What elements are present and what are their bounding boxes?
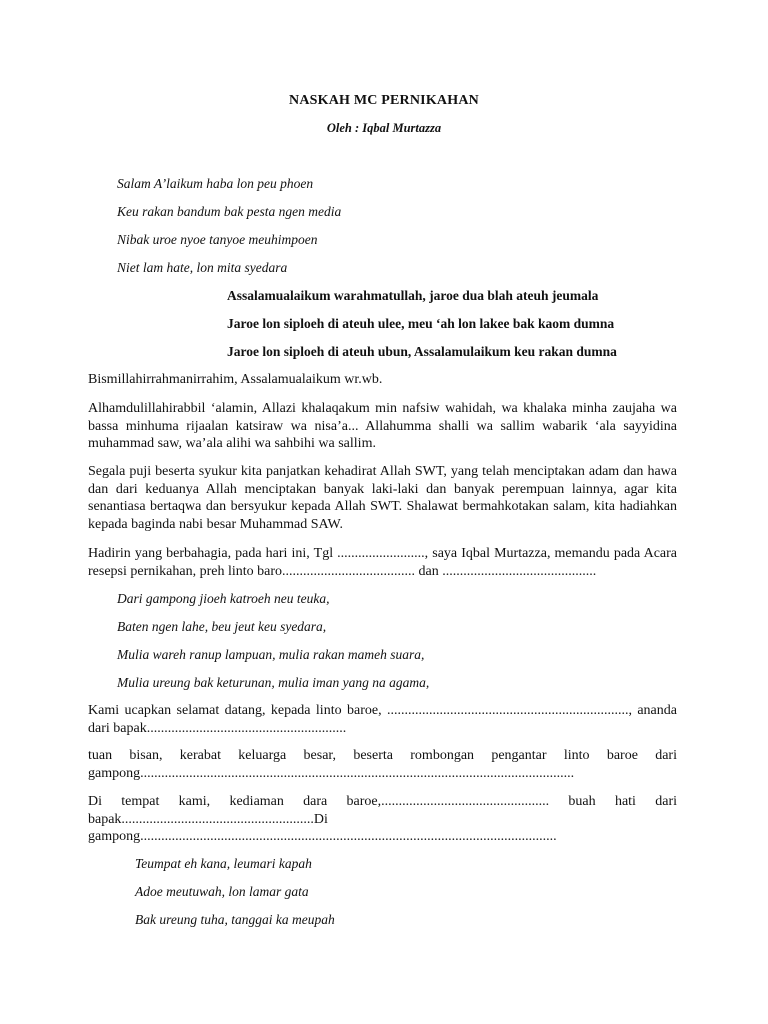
paragraph-line: gampong............................................................................................................................ — [88, 765, 575, 781]
verse-line: Mulia wareh ranup lampuan, mulia rakan mameh suara, — [117, 647, 425, 662]
paragraph-hadirin — [88, 545, 677, 580]
paragraph-hamdalah — [88, 400, 677, 453]
paragraph-line: dan dari keduanya Allah menciptakan banyak laki-laki dan banyak perempuan lainnya, agar kita — [88, 481, 677, 497]
paragraph-line: muhammad saw, wa’ala alihi wa sahbihi wa sallim. — [88, 436, 376, 451]
paragraph-line: Alhamdulillahirabbil ‘alamin, Allazi khalaqakum min nafsiw wahidah, wa khalaka minha zaujaha wa — [88, 401, 677, 416]
paragraph-tempat — [88, 793, 677, 846]
paragraph-line: bapak.......................................................Di — [88, 811, 328, 827]
paragraph-line: dari bapak......................................................... — [88, 720, 347, 736]
paragraph-kami — [88, 702, 677, 737]
verse-line: Adoe meutuwah, lon lamar gata — [135, 884, 309, 899]
paragraph-line: gampong....................................................................................................................... — [88, 829, 557, 844]
paragraph-puji — [88, 463, 677, 533]
paragraph-line: Kami ucapkan selamat datang, kepada linto baroe, ....................................................................., ananda — [88, 703, 677, 718]
paragraph-line: senantiasa bertaqwa dan bersyukur kepada Allah SWT. Shalawat bermahkotakan salam, kita hadiahkan — [88, 499, 677, 514]
paragraph-tuan-bisan — [88, 747, 677, 782]
verse-line: Nibak uroe nyoe tanyoe meuhimpoen — [117, 232, 318, 247]
paragraph-line: resepsi pernikahan, preh linto baro...................................... dan ............................................ — [88, 563, 597, 579]
paragraph-line: Hadirin yang berbahagia, pada hari ini, Tgl ........................., saya Iqbal Murtazza, memandu pada Acara — [88, 546, 677, 561]
verse-line: Mulia ureung bak keturunan, mulia iman yang na agama, — [117, 675, 430, 690]
paragraph-line: kepada baginda nabi besar Muhammad SAW. — [88, 516, 343, 532]
verse-line: Niet lam hate, lon mita syedara — [117, 260, 288, 275]
paragraph-line: Segala puji beserta syukur kita panjatkan kehadirat Allah SWT, yang telah menciptakan adam dan hawa — [88, 464, 677, 479]
verse-line: Baten ngen lahe, beu jeut keu syedara, — [117, 619, 327, 634]
bold-verse-line: Jaroe lon siploeh di ateuh ubun, Assalamulaikum keu rakan dumna — [227, 344, 617, 359]
bismillah-line: Bismillahirrahmanirrahim, Assalamualaikum wr.wb. — [88, 372, 383, 387]
paragraph-line: tuan bisan, kerabat keluarga besar, beserta rombongan pengantar linto baroe dari — [88, 748, 677, 763]
bold-verse-line: Assalamualaikum warahmatullah, jaroe dua blah ateuh jeumala — [227, 288, 599, 303]
verse-line: Bak ureung tuha, tanggai ka meupah — [135, 912, 335, 927]
document-author: Oleh : Iqbal Murtazza — [326, 121, 442, 135]
paragraph-line: Di tempat kami, kediaman dara baroe,................................................ buah hati dari — [88, 794, 677, 809]
bold-verse-line: Jaroe lon siploeh di ateuh ulee, meu ‘ah lon lakee bak kaom dumna — [227, 316, 615, 331]
verse-line: Dari gampong jioeh katroeh neu teuka, — [117, 591, 330, 606]
verse-line: Keu rakan bandum bak pesta ngen media — [117, 204, 342, 219]
verse-line: Teumpat eh kana, leumari kapah — [135, 856, 312, 871]
verse-line: Salam A’laikum haba lon peu phoen — [117, 176, 314, 191]
paragraph-line: bassa minhuma rijaalan katsiraw wa nisa’a... Allahumma shalli wa sallim wabarik ‘ala sayyidina — [88, 418, 677, 434]
document-title: NASKAH MC PERNIKAHAN — [289, 93, 479, 108]
